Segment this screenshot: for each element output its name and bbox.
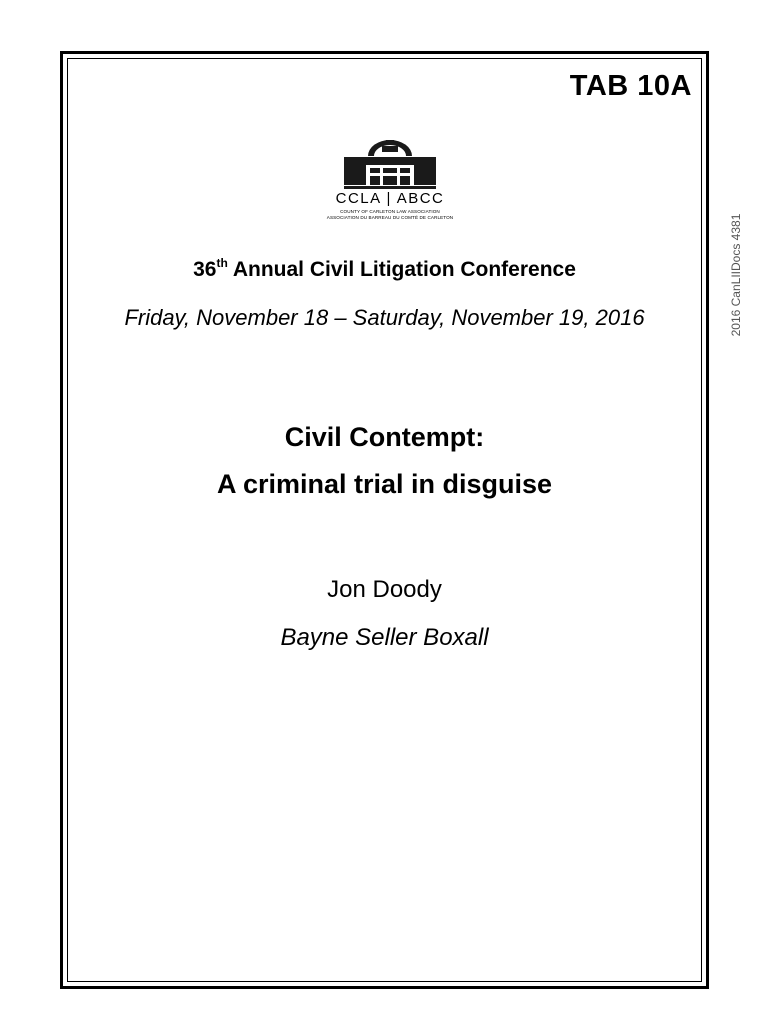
- logo-acronyms: CCLA | ABCC: [335, 190, 445, 207]
- logo-line-english: COUNTY OF CARLETON LAW ASSOCIATION: [340, 209, 440, 214]
- tab-label: TAB 10A: [569, 70, 692, 102]
- paper-title-line2: A criminal trial in disguise: [216, 469, 553, 499]
- author-name: Jon Doody: [327, 576, 442, 603]
- courthouse-logo-icon: [310, 138, 470, 190]
- conference-dates: Friday, November 18 – Saturday, November 19, 2016: [124, 305, 645, 330]
- conference-number: 36: [193, 258, 217, 281]
- conference-number-suffix: th: [216, 256, 228, 270]
- ccla-logo: [310, 138, 470, 228]
- paper-title-line1: Civil Contempt:: [284, 422, 485, 452]
- logo-line-french: ASSOCIATION DU BARREAU DU COMTÉ DE CARLETON: [326, 215, 454, 220]
- conference-name: Annual Civil Litigation Conference: [232, 258, 576, 281]
- author-firm: Bayne Seller Boxall: [280, 624, 489, 651]
- canlii-watermark: 2016 CanLIIDocs 4381: [729, 213, 743, 337]
- conference-title: [67, 256, 702, 282]
